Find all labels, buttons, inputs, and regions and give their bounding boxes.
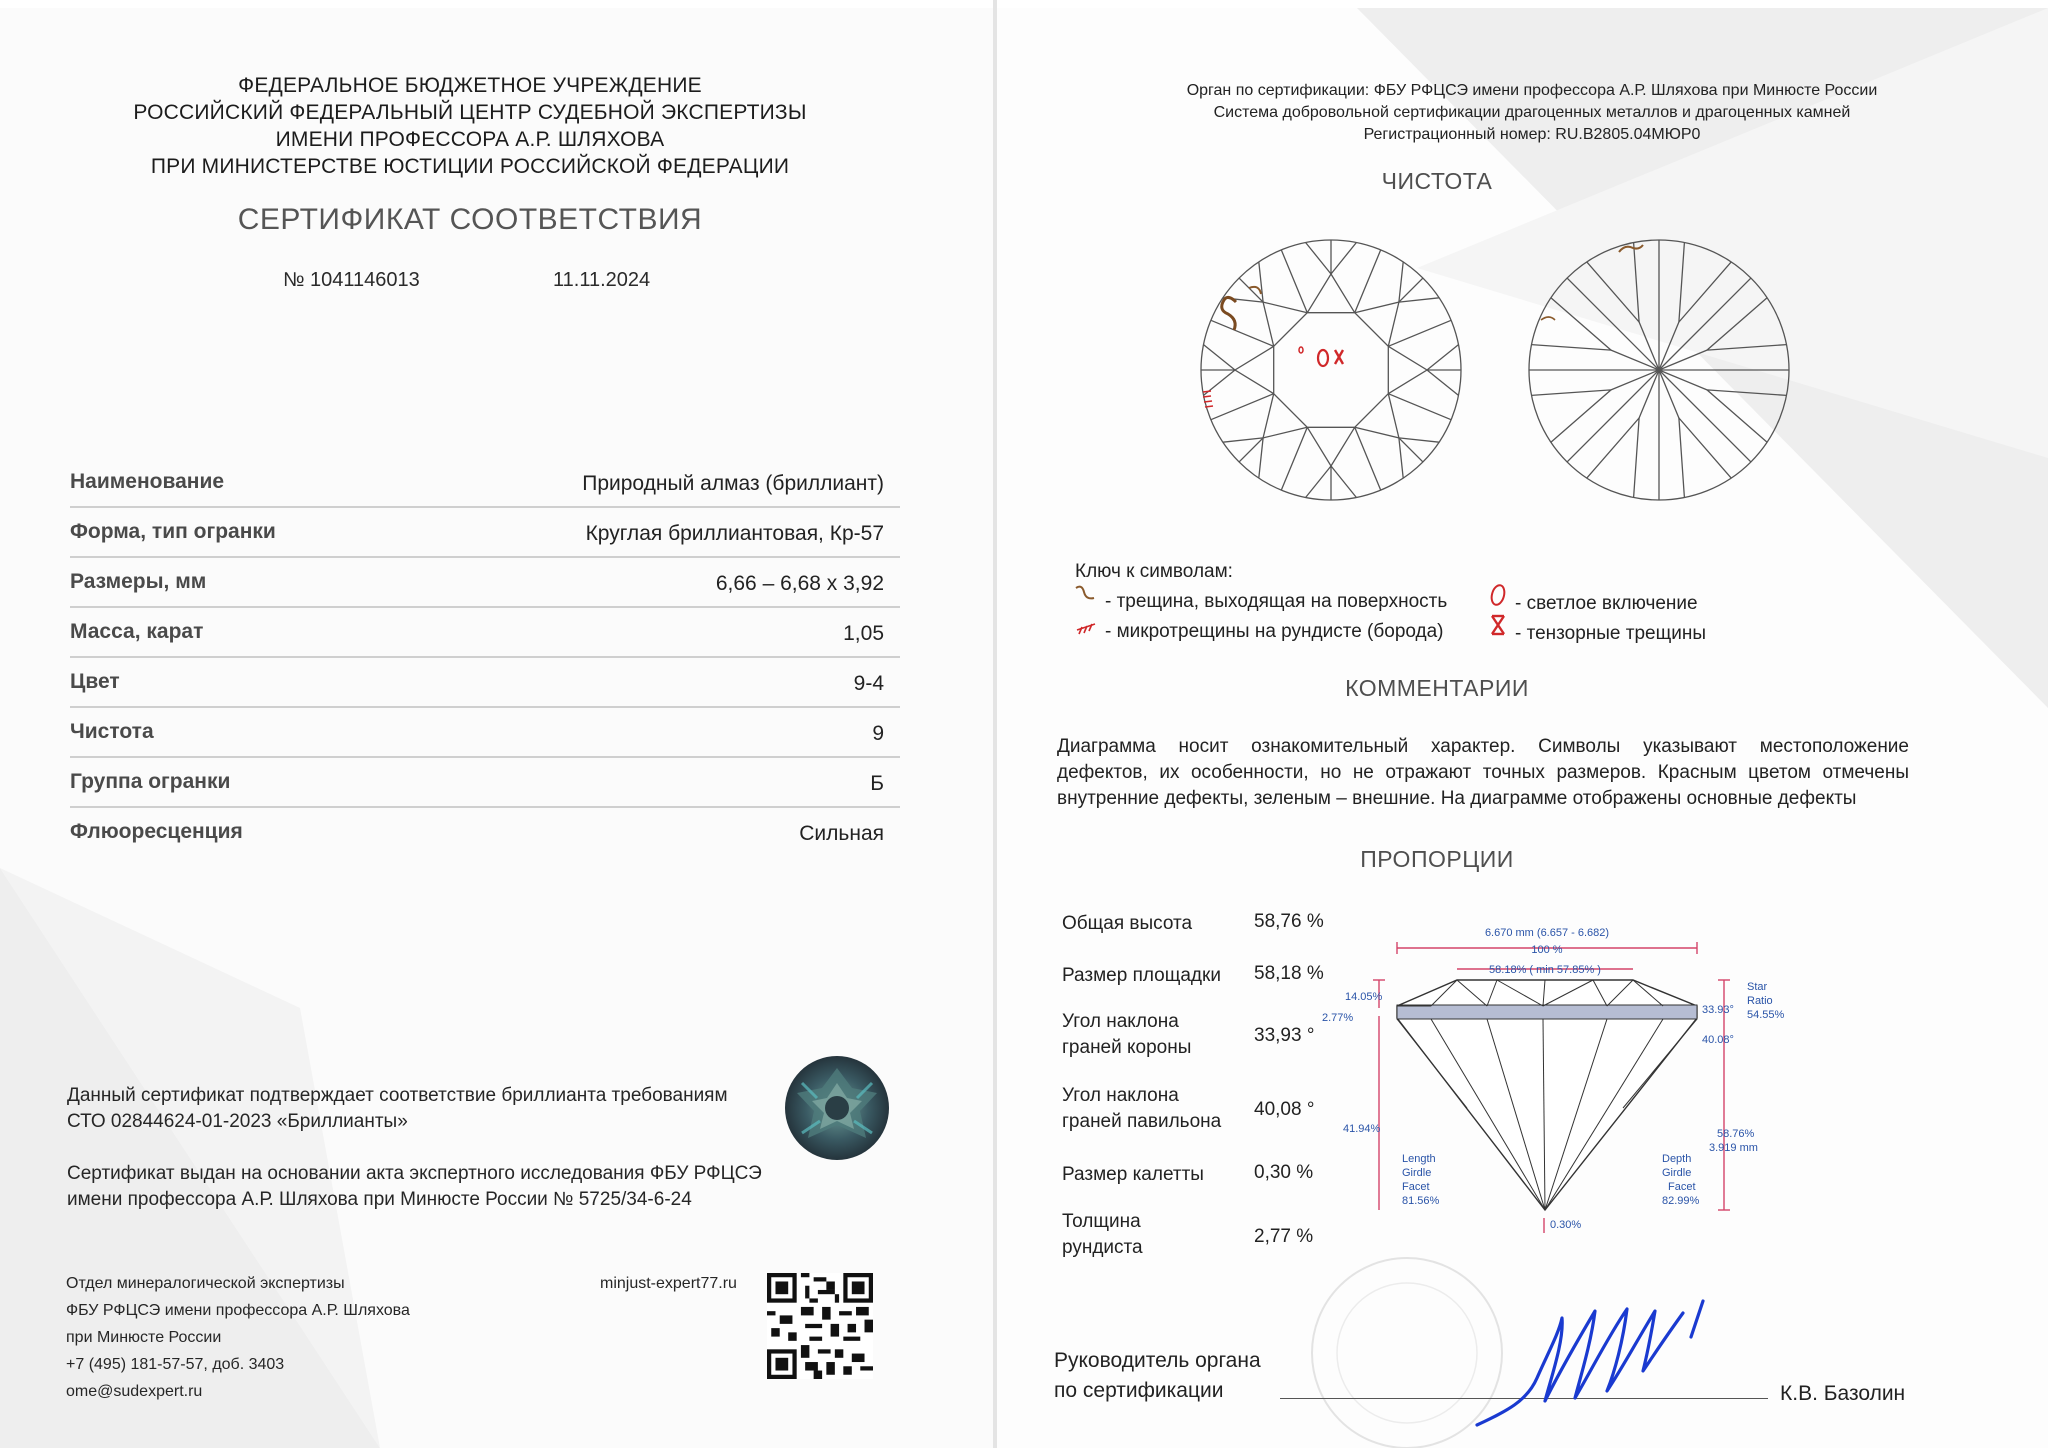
lower-girdle-facet (1587, 243, 1639, 323)
row-value: 1,05 (843, 622, 884, 645)
website-link[interactable]: minjust-expert77.ru (600, 1275, 737, 1292)
statement-line: СТО 02844624-01-2023 «Бриллианты» (67, 1111, 408, 1132)
star-facet (1307, 427, 1354, 466)
diagram-dgf-line: Facet (1668, 1181, 1696, 1193)
comment-line: внутренние дефекты, зеленым – внешние. На диаграмме отображены основные дефекты (1057, 788, 1857, 809)
proportion-label: Общая высота (1062, 913, 1193, 934)
kite-edge (1281, 427, 1307, 490)
upper-girdle-edge (1259, 438, 1263, 478)
table-facet (1274, 313, 1389, 428)
header-line: РОССИЙСКИЙ ФЕДЕРАЛЬНЫЙ ЦЕНТР СУДЕБНОЙ ЭКСПЕРТИЗЫ (133, 101, 807, 124)
clarity-plot-crown-view (1194, 233, 1468, 507)
table-row (70, 506, 900, 558)
row-label: Наименование (70, 470, 225, 493)
comment-line: дефектов, их особенности, но не отражают точных размеров. Красным цветом отмечены (1057, 762, 1909, 783)
compliance-statement (67, 1083, 728, 1135)
lower-girdle-facet (1587, 418, 1639, 498)
signatory-line: Руководитель органа (1054, 1349, 1261, 1372)
handwritten-signature (1467, 1283, 1727, 1443)
kite-edge (1355, 427, 1381, 490)
upper-girdle-edge (1399, 438, 1439, 442)
light-inclusion-mark (1318, 350, 1328, 366)
proportion-label (1062, 1009, 1191, 1061)
row-label: Чистота (70, 720, 154, 743)
crack-symbol-icon (1073, 584, 1099, 608)
lower-girdle-facet (1707, 298, 1787, 350)
row-value: 9 (872, 722, 884, 745)
lower-girdle-facet (1679, 243, 1731, 323)
header-line: ФЕДЕРАЛЬНОЕ БЮДЖЕТНОЕ УЧРЕЖДЕНИЕ (238, 74, 702, 97)
upper-girdle-edge (1399, 298, 1439, 302)
hologram-seal-icon (782, 1053, 892, 1163)
star-facet (1388, 346, 1427, 393)
table-row (70, 556, 900, 608)
upper-girdle-edge (1427, 370, 1459, 395)
diagram-lgf-line: Facet (1402, 1181, 1430, 1193)
upper-girdle-edge (1331, 243, 1356, 275)
row-value: Сильная (799, 822, 884, 845)
upper-girdle-edge (1259, 262, 1263, 302)
diagram-diameter-pct-label: 100 % (1531, 944, 1563, 956)
upper-girdle-edge (1399, 438, 1423, 462)
star-facet (1355, 302, 1399, 346)
upper-girdle-edge (1239, 438, 1263, 462)
diagram-dgf-value: 82.99% (1662, 1195, 1700, 1207)
proportion-diagram (1307, 908, 1947, 1248)
certificate-date: 11.11.2024 (553, 269, 651, 291)
key-item-crack: - трещина, выходящая на поверхность (1105, 591, 1448, 612)
contact-email[interactable]: ome@sudexpert.ru (66, 1383, 203, 1400)
lower-girdle-facet (1532, 390, 1612, 442)
diagram-total-depth-mm-label: 3.919 mm (1709, 1142, 1758, 1154)
diagram-dgf-line: Depth (1662, 1153, 1692, 1165)
upper-girdle-edge (1306, 243, 1331, 275)
diagram-lgf-value: 81.56% (1402, 1195, 1440, 1207)
statement-line: Сертификат выдан на основании акта экспертного исследования ФБУ РФЦСЭ (67, 1163, 762, 1184)
certificate-title: СЕРТИФИКАТ СООТВЕТСТВИЯ (237, 203, 703, 236)
star-facet (1263, 394, 1307, 438)
proportion-value: 40,08 ° (1254, 1099, 1315, 1120)
proportion-label: Размер калетты (1062, 1164, 1204, 1185)
upper-girdle-edge (1427, 345, 1459, 370)
row-label: Форма, тип огранки (70, 520, 276, 543)
star-facet (1235, 346, 1274, 393)
diagram-star-label: Star (1747, 981, 1768, 993)
comment-line: Диаграмма носит ознакомительный характер. Символы указывают местоположение (1057, 736, 1909, 757)
proportion-label (1062, 1209, 1143, 1261)
contact-phone: +7 (495) 181-57-57, доб. 3403 (66, 1356, 285, 1373)
row-value: 9-4 (853, 672, 884, 695)
table-row (70, 806, 900, 856)
diagram-crown-height-label: 14.05% (1345, 991, 1383, 1003)
diagram-diameter-label: 6.670 mm (6.657 - 6.682) (1484, 927, 1610, 939)
lower-girdle-facet (1707, 390, 1787, 442)
upper-girdle-edge (1399, 262, 1403, 302)
diagram-lgf-line: Length (1402, 1153, 1436, 1165)
upper-girdle-edge (1223, 438, 1263, 442)
tension-crack-symbol-icon (1487, 612, 1509, 638)
diagram-ratio-label: Ratio (1747, 995, 1773, 1007)
clarity-plot-pavilion-view (1522, 233, 1796, 507)
signatory-title (1054, 1346, 1261, 1406)
key-item-inclusion: - светлое включение (1515, 593, 1698, 614)
proportion-label-line: Угол наклона (1062, 1011, 1179, 1032)
proportion-label-line: граней короны (1062, 1037, 1192, 1058)
proportions-title: ПРОПОРЦИИ (1360, 846, 1514, 872)
header-line: Система добровольной сертификации драгоценных металлов и драгоценных камней (1213, 104, 1851, 121)
proportion-value: 58,76 % (1254, 911, 1324, 932)
lower-girdle-facet (1679, 418, 1731, 498)
table-row (70, 606, 900, 658)
upper-girdle-edge (1399, 278, 1423, 302)
comments-title: КОММЕНТАРИИ (1345, 675, 1529, 701)
header-line: ПРИ МИНИСТЕРСТВЕ ЮСТИЦИИ РОССИЙСКОЙ ФЕДЕРАЦИИ (150, 155, 790, 178)
kite-edge (1211, 394, 1274, 420)
certificate-right-page (997, 8, 2048, 1448)
proportion-label (1062, 1083, 1221, 1135)
diagram-crown-angle-label: 33.93° (1702, 1004, 1734, 1016)
contact-line: Отдел минералогической экспертизы (66, 1275, 345, 1292)
row-value: Природный алмаз (бриллиант) (582, 472, 884, 495)
upper-girdle-edge (1399, 438, 1403, 478)
key-item-beard: - микротрещины на рундисте (борода) (1105, 621, 1444, 642)
row-label: Размеры, мм (70, 570, 207, 593)
proportion-label-line: Толщина (1062, 1211, 1141, 1232)
upper-girdle-edge (1331, 466, 1356, 498)
diagram-lgf-line: Girdle (1402, 1167, 1432, 1179)
row-label: Цвет (70, 670, 120, 693)
contact-block (66, 1270, 410, 1405)
kite-edge (1388, 394, 1451, 420)
beard-symbol-icon (1073, 616, 1099, 638)
kite-edge (1355, 250, 1381, 313)
certificate-left-page (0, 8, 993, 1448)
symbol-key-title: Ключ к символам: (1075, 561, 1233, 582)
contact-line: при Минюсте России (66, 1329, 222, 1346)
proportion-value: 58,18 % (1254, 963, 1324, 984)
statement-line: Данный сертификат подтверждает соответствие бриллианта требованиям (67, 1085, 728, 1106)
diagram-total-depth-label: 58.76% (1717, 1128, 1755, 1140)
proportion-label-line: граней павильона (1062, 1111, 1222, 1132)
proportion-value: 2,77 % (1254, 1226, 1314, 1247)
proportion-value: 0,30 % (1254, 1162, 1314, 1183)
statement-line: имени профессора А.Р. Шляхова при Минюсте России № 5725/34-6-24 (67, 1189, 692, 1210)
row-label: Масса, карат (70, 620, 204, 643)
kite-edge (1281, 250, 1307, 313)
row-label: Группа огранки (70, 770, 231, 793)
key-item-tension-cracks: - тензорные трещины (1515, 623, 1707, 644)
header-line: ИМЕНИ ПРОФЕССОРА А.Р. ШЛЯХОВА (275, 128, 665, 151)
issuance-statement (67, 1161, 762, 1213)
proportion-label: Размер площадки (1062, 965, 1221, 986)
proportion-label-line: рундиста (1062, 1237, 1143, 1258)
tension-crack-mark (1335, 350, 1343, 364)
header-line: Орган по сертификации: ФБУ РФЦСЭ имени профессора А.Р. Шляхова при Минюсте России (1186, 82, 1878, 99)
light-inclusion-symbol-icon (1487, 582, 1509, 608)
qr-code-icon[interactable] (767, 1273, 873, 1379)
kite-edge (1211, 320, 1274, 346)
signatory-line: по сертификации (1054, 1379, 1224, 1402)
clarity-title: ЧИСТОТА (1381, 168, 1493, 194)
table-row (70, 456, 900, 508)
upper-girdle-edge (1204, 345, 1236, 370)
table-row (70, 706, 900, 758)
institution-header (0, 72, 940, 180)
diagram-girdle-label: 2.77% (1322, 1012, 1354, 1024)
diagram-table-label: 58.18% ( min 57.85% ) (1489, 964, 1601, 976)
proportion-value: 33,93 ° (1254, 1025, 1315, 1046)
table-row (70, 756, 900, 808)
diagram-pavilion-angle-label: 40.08° (1702, 1034, 1734, 1046)
row-value: 6,66 – 6,68 x 3,92 (715, 572, 884, 595)
certification-body-header (1057, 80, 2007, 146)
contact-line: ФБУ РФЦСЭ имени профессора А.Р. Шляхова (66, 1302, 410, 1319)
lower-girdle-facet (1532, 298, 1612, 350)
upper-girdle-edge (1306, 466, 1331, 498)
diagram-pavilion-depth-label: 41.94% (1343, 1123, 1381, 1135)
header-line: Регистрационный номер: RU.B2805.04МЮР0 (1363, 126, 1701, 143)
row-value: Б (870, 772, 884, 795)
signatory-name: К.В. Базолин (1780, 1382, 1906, 1405)
row-label: Флюоресценция (70, 820, 243, 843)
proportion-label-line: Угол наклона (1062, 1085, 1179, 1106)
star-facet (1307, 274, 1354, 313)
comments-text (1057, 734, 1909, 812)
diagram-star-ratio-value: 54.55% (1747, 1009, 1785, 1021)
certificate-number: № 1041146013 (283, 269, 420, 291)
star-facet (1263, 302, 1307, 346)
diagram-dgf-line: Girdle (1662, 1167, 1692, 1179)
table-row (70, 656, 900, 708)
kite-edge (1388, 320, 1451, 346)
diagram-culet-label: 0.30% (1550, 1219, 1582, 1231)
row-value: Круглая бриллиантовая, Кр-57 (585, 522, 884, 545)
star-facet (1355, 394, 1399, 438)
